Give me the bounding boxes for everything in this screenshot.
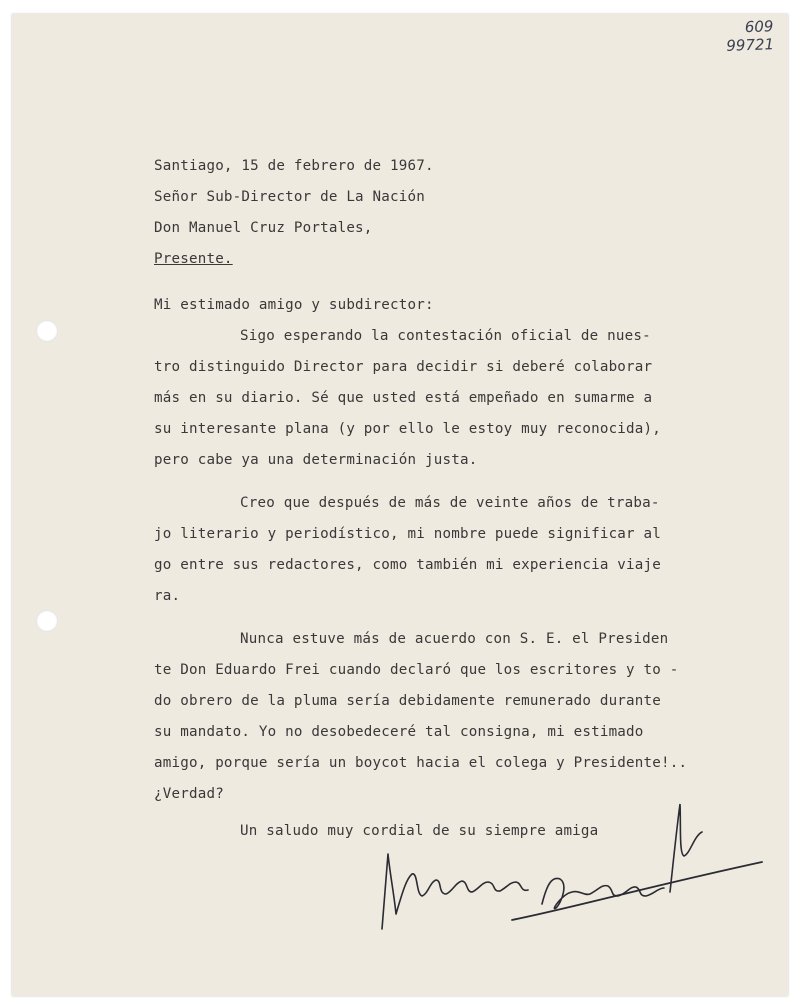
paragraph-line: pero cabe ya una determinación justa. (154, 452, 478, 468)
paragraph-line: Nunca estuve más de acuerdo con S. E. el Presiden (240, 631, 669, 647)
handwritten-signature (372, 784, 772, 944)
catalog-number: 99721 (726, 35, 775, 55)
paragraph-line: amigo, porque sería un boycot hacia el colega y Presidente!.. (154, 755, 688, 771)
folio-number: 609 (744, 17, 774, 37)
paragraph-line: ra. (154, 588, 181, 604)
punch-hole-top (36, 320, 58, 342)
letter-sheet (12, 14, 788, 996)
closing-line: Un saludo muy cordial de su siempre amiga (240, 823, 599, 839)
letter-body (154, 154, 744, 844)
archive-marks (726, 17, 775, 55)
paragraph-line: do obrero de la pluma sería debidamente remunerado durante (154, 693, 662, 709)
presente-line: Presente. (154, 251, 233, 267)
paragraph-line: jo literario y periodístico, mi nombre puede significar al (154, 526, 662, 542)
paragraph-line: te Don Eduardo Frei cuando declaró que los escritores y to - (154, 662, 679, 678)
punch-hole-bottom (36, 610, 58, 632)
paragraph-line: tro distinguido Director para decidir si deberé colaborar (154, 359, 653, 375)
addressee-line-2: Don Manuel Cruz Portales, (154, 220, 373, 236)
paragraph-line: su interesante plana (y por ello le estoy muy reconocida), (154, 421, 662, 437)
paragraph-line: go entre sus redactores, como también mi experiencia viaje (154, 557, 662, 573)
date-line: Santiago, 15 de febrero de 1967. (154, 158, 434, 174)
paragraph-line: más en su diario. Sé que usted está empeñado en sumarme a (154, 390, 653, 406)
paragraph-line: Sigo esperando la contestación oficial de nues- (240, 328, 651, 344)
paragraph-3 (154, 627, 744, 807)
paragraph-line: su mandato. Yo no desobedeceré tal consigna, mi estimado (154, 724, 644, 740)
paragraph-1 (154, 324, 744, 473)
paragraph-line: Creo que después de más de veinte años de traba- (240, 495, 660, 511)
salutation: Mi estimado amigo y subdirector: (154, 297, 434, 313)
addressee-line-1: Señor Sub-Director de La Nación (154, 189, 425, 205)
paragraph-2 (154, 491, 744, 609)
paragraph-line: ¿Verdad? (154, 786, 224, 802)
